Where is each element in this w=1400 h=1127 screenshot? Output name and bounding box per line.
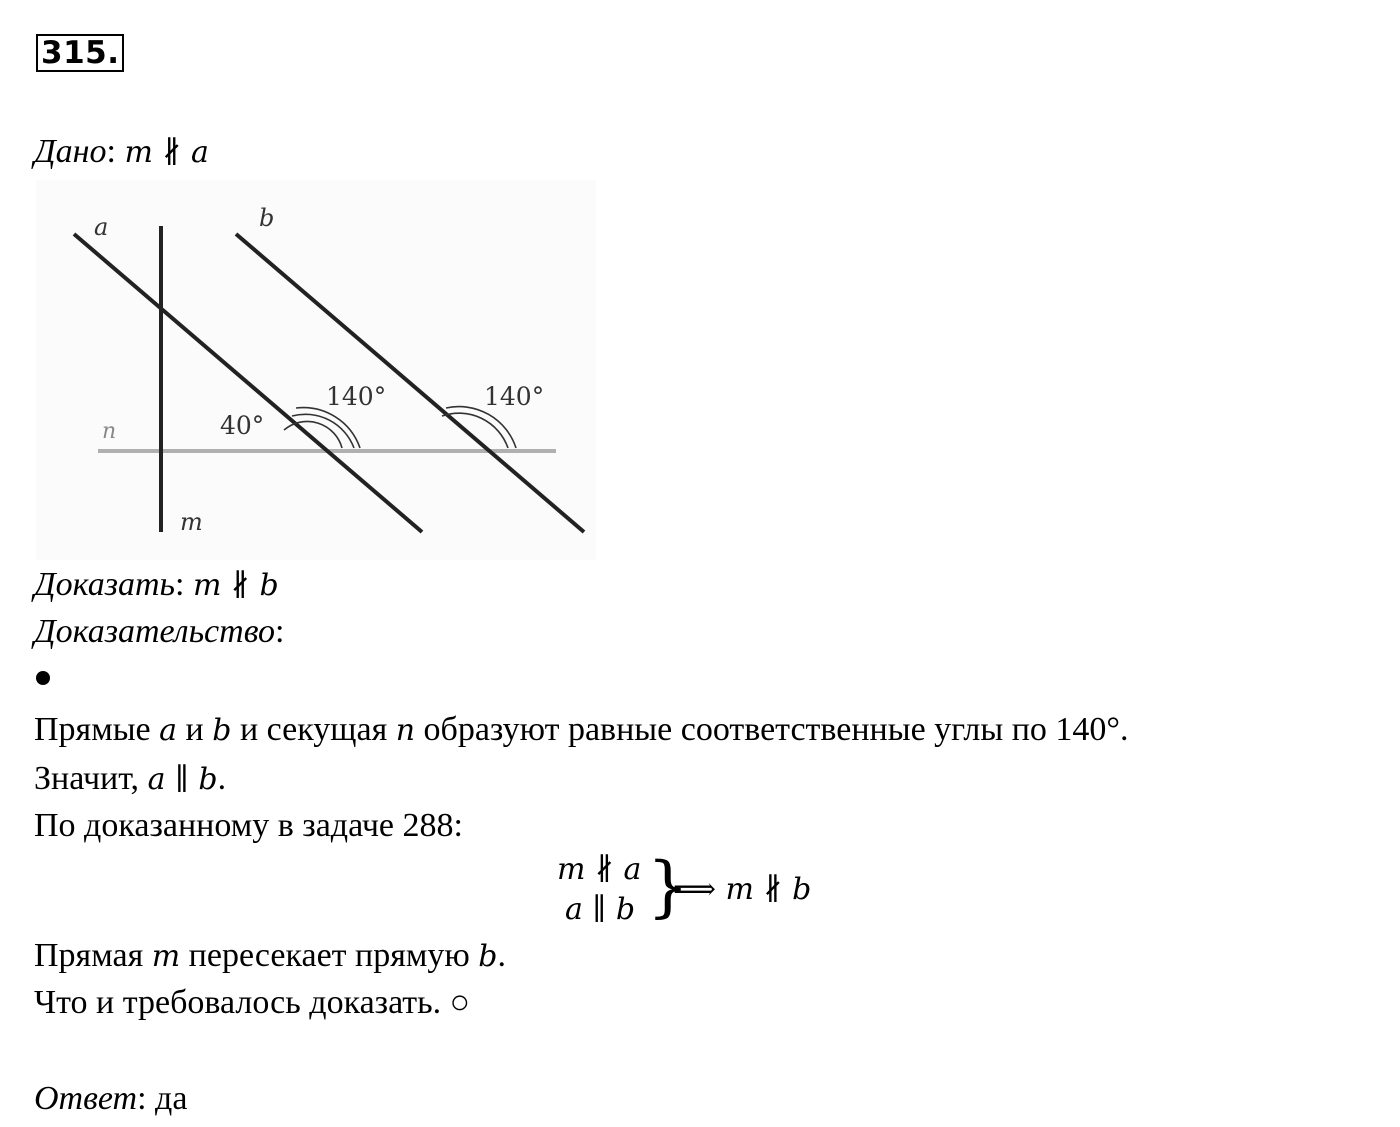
proof-line-2 — [34, 759, 226, 800]
prove-label: Доказать — [34, 566, 175, 603]
problem-number-suffix: . — [107, 35, 120, 71]
system-brace: } — [647, 848, 689, 925]
proof-line-4-var-b: b — [478, 939, 498, 974]
proof-start-bullet — [36, 671, 50, 685]
proof-line-1-text-2: и — [177, 711, 213, 748]
implication-system — [555, 848, 825, 930]
given-line — [34, 132, 209, 173]
label-b: b — [259, 204, 275, 232]
proof-line-4-text-2: пересекает прямую — [180, 937, 479, 974]
proof-line-3: По доказанному в задаче 288: — [34, 807, 463, 844]
problem-number-box — [36, 34, 124, 72]
system-row-1: m ∦ a — [557, 852, 642, 887]
proof-line-1 — [34, 710, 1129, 751]
label-n: n — [102, 419, 117, 444]
proof-line-4-text-3: . — [497, 937, 507, 974]
figure-background — [36, 180, 596, 560]
answer-line — [34, 1079, 187, 1119]
given-colon: : — [106, 133, 116, 170]
system-conclusion: ⟹ m ∦ b — [673, 872, 812, 907]
proof-line-4-text-1: Прямая — [34, 937, 152, 974]
proof-line-2-formula: a ∥ b — [147, 762, 218, 797]
given-statement: m ∦ a — [124, 135, 209, 170]
label-angle-40: 40° — [220, 411, 265, 440]
label-angle-140-right: 140° — [484, 382, 545, 411]
answer-value: да — [146, 1080, 188, 1117]
problem-number-value: 315 — [41, 35, 108, 71]
label-m: m — [180, 508, 203, 536]
proof-heading — [34, 612, 284, 652]
proof-line-1-text-1: Прямые — [34, 711, 160, 748]
prove-line — [34, 565, 279, 606]
proof-line-4-var-m: m — [151, 939, 181, 974]
proof-line-1-var-b: b — [212, 713, 232, 748]
label-angle-140-left: 140° — [326, 382, 387, 411]
proof-line-4 — [34, 936, 506, 977]
system-row-2: a ∥ b — [565, 892, 636, 927]
proof-line-1-text-4: образуют равные соответственные углы по 140°. — [415, 711, 1129, 748]
proof-line-1-text-3: и секущая — [231, 711, 396, 748]
answer-colon: : — [137, 1080, 147, 1117]
proof-line-2-text-2: . — [217, 760, 227, 797]
proof-line-1-var-a: a — [159, 713, 178, 748]
label-a: a — [94, 213, 109, 241]
proof-colon: : — [275, 613, 285, 650]
problem-number — [36, 34, 124, 72]
proof-line-1-var-n: n — [395, 713, 416, 748]
given-label: Дано — [34, 133, 107, 170]
proof-line-5: Что и требовалось доказать. ○ — [34, 984, 471, 1021]
prove-statement: m ∦ b — [192, 568, 279, 603]
answer-label: Ответ — [34, 1080, 138, 1117]
geometry-figure — [36, 180, 596, 560]
proof-label: Доказательство — [34, 613, 276, 650]
proof-line-2-text-1: Значит, — [34, 760, 148, 797]
prove-colon: : — [174, 566, 185, 603]
